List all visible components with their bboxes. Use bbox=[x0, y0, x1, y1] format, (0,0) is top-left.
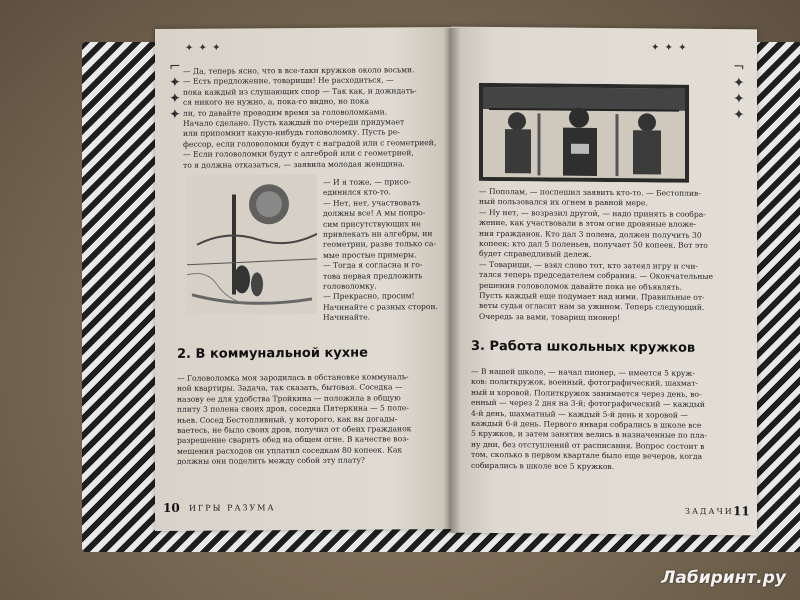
text-line: то я должна отказаться, — заявила молодая женщина. bbox=[183, 158, 405, 170]
text-line: — Тогда я согласна и го- bbox=[323, 260, 423, 271]
text-line: ньев. Сосед Бестопливный, у которого, как вы догады- bbox=[177, 413, 398, 425]
page-number: 11 bbox=[733, 504, 750, 519]
text-line: пока каждый из слушающих спор — Так как, и дожидать- bbox=[183, 86, 417, 97]
text-line: фессор, если головоломки будут с наградой или с геометрией, bbox=[183, 137, 437, 149]
text-line: — Да, теперь ясно, что в все-таки кружков около восьми. bbox=[183, 65, 415, 76]
text-line: — Если головоломки будут с алгеброй или с геометрией, bbox=[183, 148, 414, 160]
text-line: Очередь за вами, товарищ пионер! bbox=[479, 311, 621, 323]
text-line: Начало сделано. Пусть каждый по очереди придумает bbox=[183, 117, 405, 128]
left-body-text bbox=[177, 372, 411, 467]
open-book bbox=[60, 10, 750, 570]
right-top-text bbox=[479, 187, 713, 324]
illustration-park-sketch bbox=[187, 174, 317, 315]
text-line: 4-й день, шахматный — каждый 5-й день и хоровой — bbox=[471, 408, 688, 420]
text-line: сим присутствующих не bbox=[323, 218, 421, 229]
text-line: 5 кружков, и затем занятия велись в назначенные по пла- bbox=[471, 429, 707, 441]
text-line: ный пользовался их огнем в равной мере. bbox=[479, 197, 648, 208]
text-line: — Пополам, — поспешил заявить кто-то. — Бестоплив- bbox=[479, 186, 701, 198]
text-line: геометрии, разве только са- bbox=[323, 239, 436, 250]
section-heading: 2. В коммунальной кухне bbox=[177, 345, 368, 362]
text-line: това первая предложить bbox=[323, 270, 423, 281]
text-line: должны все! А мы попро- bbox=[323, 208, 426, 219]
ornament-frame-icon: ⌐ ✦ ✦ ✦ bbox=[169, 58, 182, 123]
text-line: решения головоломок давайте пока не объявлять. bbox=[479, 280, 682, 292]
text-line: — И я тоже, — присо- bbox=[323, 177, 411, 187]
text-line: — Ну нет, — возразил другой, — надо принять в сообра- bbox=[479, 207, 706, 219]
text-line: разрешение сварить обед на общем огне. В качестве воз- bbox=[177, 434, 409, 446]
text-line: — Есть предложение, товарищи! Не расходиться, — bbox=[183, 75, 394, 87]
text-line: мещения расходов он уплатил соседкам 80 копеек. Как bbox=[177, 445, 403, 456]
text-line: ся никого не нужно, а, пока-го видно, но пока bbox=[183, 96, 370, 108]
running-title: ЗАДАЧИ bbox=[685, 506, 734, 517]
running-title: ИГРЫ РАЗУМА bbox=[189, 503, 276, 513]
text-line: собирались в школе все 5 кружков. bbox=[471, 460, 615, 471]
text-line: каждый 6-й день. Первого января собрались в школе все bbox=[471, 418, 702, 430]
text-line: назову ее для удобства Тройкина — положила в общую bbox=[177, 393, 401, 404]
text-line: том, сколько в первом квартале было еще вечеров, когда bbox=[471, 450, 703, 462]
right-page bbox=[451, 27, 757, 536]
text-line: енный — через 2 дня на 3-й; фотографический — каждый bbox=[471, 398, 705, 410]
text-line: будет справедливый дележ. bbox=[479, 249, 592, 260]
text-line: ков: политкружок, военный, фотографический, шахмат- bbox=[471, 377, 699, 389]
ornament-frame-icon: ¬ ✦ ✦ ✦ bbox=[733, 59, 746, 124]
text-line: плиту 3 полена своих дров, соседка Пятеркина — 5 поле- bbox=[177, 403, 409, 415]
left-page bbox=[155, 27, 451, 531]
text-line: — Нет, нет, участвовать bbox=[323, 197, 421, 208]
text-line: — В нашей школе, — начал пионер, — имеется 5 круж- bbox=[471, 366, 695, 378]
text-line: единился кто-то. bbox=[323, 187, 391, 198]
text-line: ния гражданок. Кто дал 3 полена, должен получить 30 bbox=[479, 228, 702, 240]
text-line: ной квартиры. Задача, так сказать, бытовая. Соседка — bbox=[177, 382, 403, 394]
text-line: должны они поделить между собой эту плату? bbox=[177, 455, 365, 467]
page-number: 10 bbox=[163, 500, 180, 515]
text-line: Начинайте с разных сторон. bbox=[323, 301, 438, 312]
text-line: жение, как участвовали в этом огне дровяные вложе- bbox=[479, 218, 697, 230]
left-side-text bbox=[323, 177, 438, 323]
watermark-logo: Лабиринт.ру bbox=[661, 568, 786, 588]
text-line: веты судья огласит нам за ужином. Теперь следующий. bbox=[479, 301, 705, 313]
illustration-group-portrait bbox=[479, 83, 689, 183]
text-line: — Прекрасно, просим! bbox=[323, 291, 415, 302]
text-line: головоломку. bbox=[323, 281, 377, 291]
text-line: Пусть каждый еще подумает над ними. Правильные от- bbox=[479, 290, 705, 302]
text-line: мые простые примеры. bbox=[323, 250, 417, 260]
text-line: — Товарищи, — взял слово тот, кто затеял игру и счи- bbox=[479, 259, 698, 271]
text-line: ли, то давайте проводим время за головоломками. bbox=[183, 107, 388, 118]
ornament-star-icon: ✦ ✦ ✦ bbox=[651, 42, 688, 54]
left-top-text bbox=[183, 65, 436, 171]
right-body-text bbox=[471, 367, 707, 473]
text-line: Начинайте. bbox=[323, 312, 370, 323]
text-line: ну дни, без отступлений от расписания. Вопрос состоит в bbox=[471, 439, 705, 451]
text-line: или припомнит какую-нибудь головоломку. Пусть ре- bbox=[183, 127, 400, 139]
text-line: ный и хоровой. Политкружок занимается через день, во- bbox=[471, 387, 702, 399]
text-line: копеек; кто дал 5 поленьев, получает 50 копеек. Вот это bbox=[479, 238, 708, 250]
section-heading: 3. Работа школьных кружков bbox=[471, 338, 696, 356]
text-line: тался теперь председателем собрания. — Окончательные bbox=[479, 270, 713, 282]
ornament-star-icon: ✦ ✦ ✦ bbox=[185, 42, 222, 54]
text-line: — Головоломка моя зародилась в обстановке коммуналь- bbox=[177, 372, 409, 383]
book-gutter bbox=[443, 28, 461, 533]
text-line: привлекать ни алгебры, ни bbox=[323, 229, 433, 239]
text-line: ваетесь, не было своих дров, получил от обеих гражданок bbox=[177, 424, 412, 435]
